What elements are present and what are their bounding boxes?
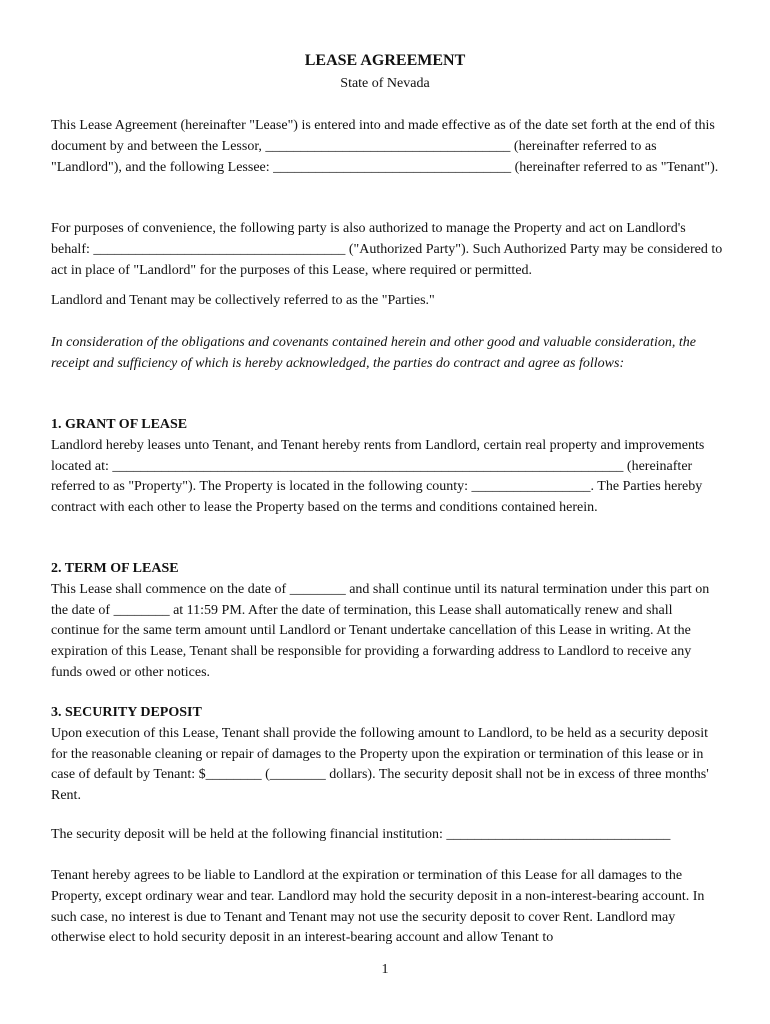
section-grant-of-lease	[51, 415, 723, 519]
document-subtitle: State of Nevada	[340, 76, 430, 91]
liability-paragraph: Tenant hereby agrees to be liable to Landlord at the expiration or termination of this Lease for all damages to the Property, except ordinary wear and tear. Landlord may hold the security deposit in a non-interest-bearing account. In such case, no interest is due to Tenant and Tenant may not use the security deposit to cover Rent. Landlord may otherwise elect to hold security deposit in an interest-bearing account and allow Tenant to	[51, 868, 705, 946]
authorized-party-paragraph: For purposes of convenience, the following party is also authorized to manage the Property and act on Landlord's behalf: ____________________________________ ("Authorized Party"). Such Authorized Party may be considered to act in place of "Landlord" for the purposes of this Lease, where required or permitted.	[51, 221, 723, 278]
section2-body: This Lease shall commence on the date of ________ and shall continue until its natural termination under this part on the date of ________ at 11:59 PM. After the date of termination, this Lease shall automatically renew and shall continue for the same term amount until Landlord or Tenant undertake cancellation of this Lease in writing. At the expiration of this Lease, Tenant shall be responsible for providing a forwarding address to Landlord to receive any funds owed or other notices.	[51, 581, 710, 680]
deposit-institution-paragraph: The security deposit will be held at the following financial institution: ________________________________	[51, 827, 671, 842]
parties-paragraph: Landlord and Tenant may be collectively referred to as the "Parties."	[51, 293, 435, 308]
section3-body: Upon execution of this Lease, Tenant shall provide the following amount to Landlord, to be held as a security deposit for the reasonable cleaning or repair of damages to the Property upon the expiration or termination of this lease or in case of default by Tenant: $________ (________ dollars). The security deposit shall not be in excess of three months' Rent.	[51, 725, 709, 804]
section-term-of-lease	[51, 559, 723, 684]
page-number: 1	[381, 962, 389, 977]
section1-body: Landlord hereby leases unto Tenant, and Tenant hereby rents from Landlord, certain real property and improvements located at: _________________________________________________________________________ (hereinafter referred to as "Property"). The Property is located in the following county: _________________. The Parties hereby contract with each other to lease the Property based on the terms and conditions contained herein.	[51, 437, 705, 516]
section1-heading: 1. GRANT OF LEASE	[51, 417, 188, 432]
document-title: LEASE AGREEMENT	[304, 52, 466, 69]
section3-heading: 3. SECURITY DEPOSIT	[51, 705, 202, 720]
intro-paragraph: This Lease Agreement (hereinafter "Lease") is entered into and made effective as of the date set forth at the end of this document by and between the Lessor, ___________________________________ (hereinafter referred to as "Landlord"), and the following Lessee: __________________________________ (hereinafter referred to as "Tenant").	[51, 118, 719, 175]
consideration-paragraph: In consideration of the obligations and covenants contained herein and other good and valuable consideration, the receipt and sufficiency of which is hereby acknowledged, the parties do contract and agree as follows:	[51, 335, 696, 371]
section-security-deposit	[51, 703, 723, 807]
section2-heading: 2. TERM OF LEASE	[51, 561, 179, 576]
